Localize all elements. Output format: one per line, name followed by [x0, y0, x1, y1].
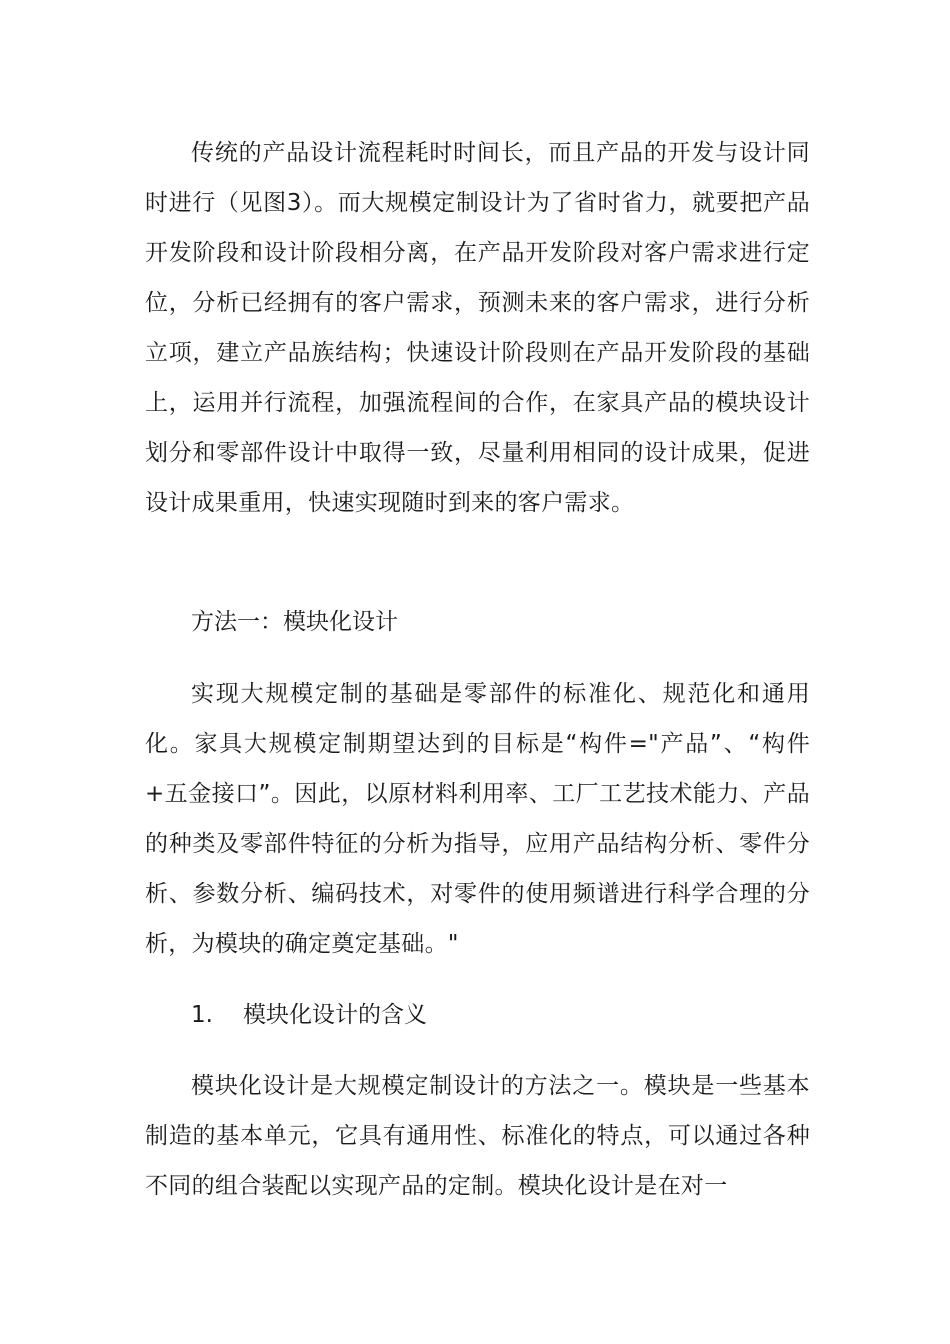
body-paragraph: 模块化设计是大规模定制设计的方法之一。模块是一些基本制造的基本单元，它具有通用性、标准化的特点，可以通过各种不同的组合装配以实现产品的定制。模块化设计是在对一: [145, 1073, 810, 1199]
section-heading: 方法一：模块化设计: [191, 609, 398, 635]
numbered-heading: [191, 990, 427, 1040]
heading-title: 模块化设计的含义: [243, 1002, 427, 1028]
heading-number: 1.: [191, 1002, 213, 1028]
body-paragraph: 传统的产品设计流程耗时时间长，而且产品的开发与设计同时进行（见图3）。而大规模定制设计为了省时省力，就要把产品开发阶段和设计阶段相分离，在产品开发阶段对客户需求进行定位，分析已经拥有的客户需求，预测未来的客户需求，进行分析立项，建立产品族结构；快速设计阶段则在产品开发阶段的基础上，运用并行流程，加强流程间的合作，在家具产品的模块设计划分和零部件设计中取得一致，尽量利用相同的设计成果，促进设计成果重用，快速实现随时到来的客户需求。: [145, 140, 810, 516]
body-paragraph: 实现大规模定制的基础是零部件的标准化、规范化和通用化。家具大规模定制期望达到的目标是“构件="产品”、“构件+五金接口”。因此，以原材料利用率、工厂工艺技术能力、产品的种类及零部件特征的分析为指导，应用产品结构分析、零件分析、参数分析、编码技术，对零件的使用频谱进行科学合理的分析，为模块的确定奠定基础。": [145, 681, 810, 957]
